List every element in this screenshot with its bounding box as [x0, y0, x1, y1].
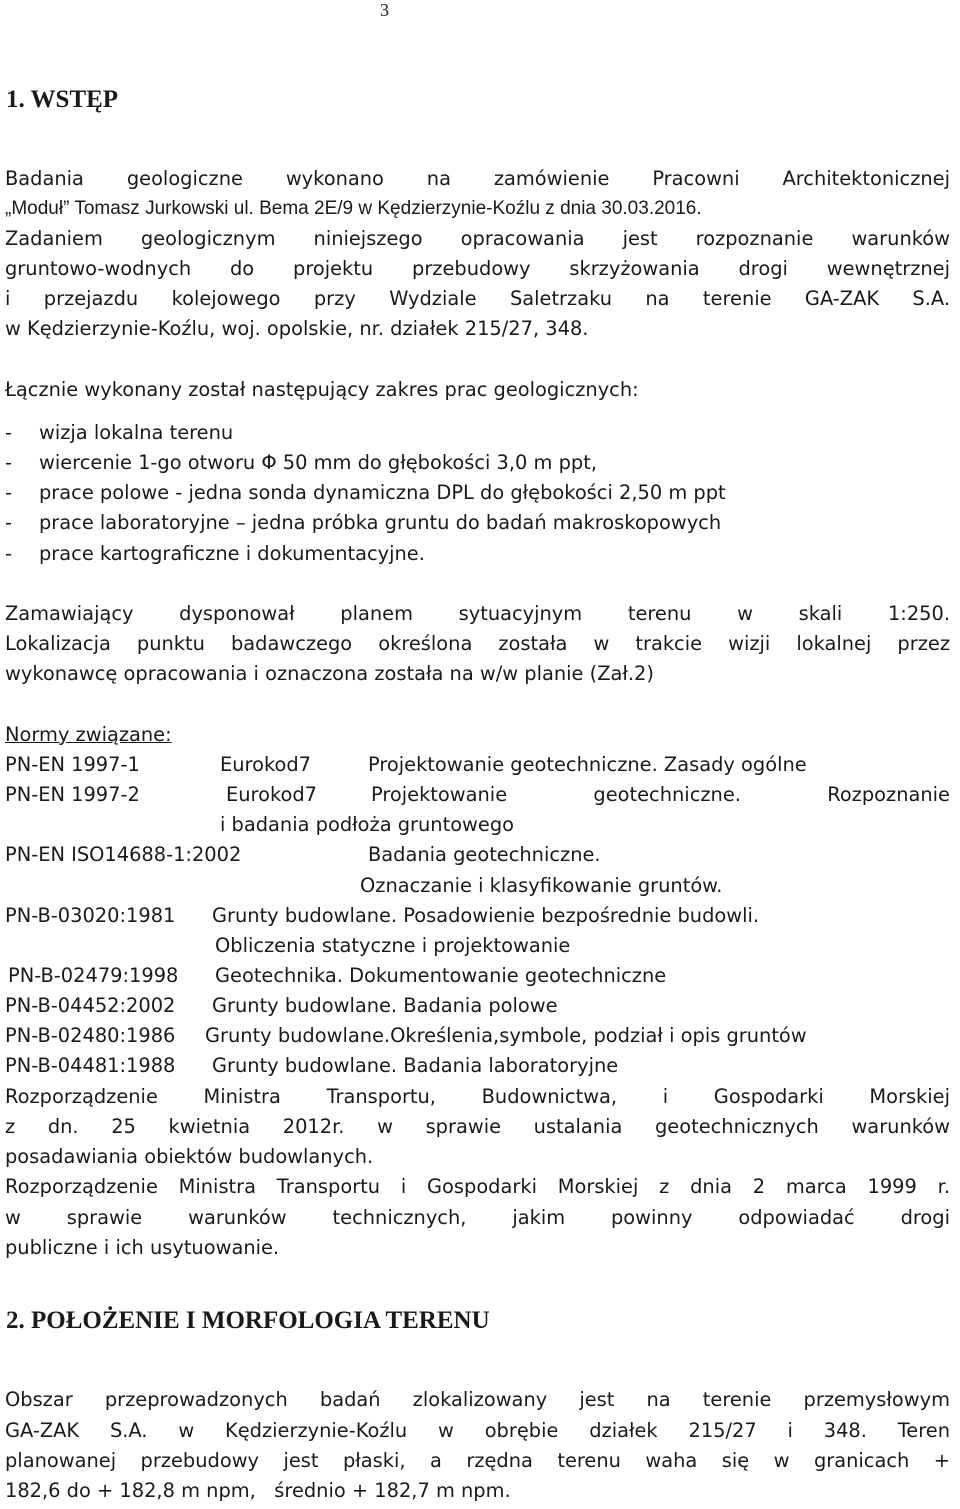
section-2-line: 182,6 do + 182,8 m npm, średnio + 182,7 m npm.: [5, 1479, 511, 1502]
section-2-line: GA-ZAK S.A. w Kędzierzynie-Koźlu w obrębie działek 215/27 i 348. Teren: [5, 1419, 950, 1442]
norm-title: Oznaczanie i klasyfikowanie gruntów.: [360, 874, 723, 897]
regulation-line: w sprawie warunków technicznych, jakim powinny odpowiadać drogi: [5, 1206, 950, 1229]
scope-intro: Łącznie wykonany został następujący zakres prac geologicznych:: [5, 378, 639, 401]
regulation-line: posadawiania obiektów budowlanych.: [5, 1145, 374, 1168]
regulation-line: publiczne i ich usytuowanie.: [5, 1236, 280, 1259]
section-2-heading: 2. POŁOŻENIE I MORFOLOGIA TERENU: [6, 1307, 490, 1334]
scope-item: - prace polowe - jedna sonda dynamiczna DPL do głębokości 2,50 m ppt: [5, 481, 726, 504]
norm-title: Grunty budowlane. Posadowienie bezpośrednie budowli.: [212, 904, 760, 927]
norm-code: PN-EN ISO14688-1:2002: [5, 843, 242, 866]
section-1-heading: 1. WSTĘP: [6, 86, 119, 113]
norm-title: Geotechnika. Dokumentowanie geotechniczne: [215, 964, 667, 987]
regulation-line: Rozporządzenie Ministra Transportu, Budownictwa, i Gospodarki Morskiej: [5, 1085, 950, 1108]
intro-line: i przejazdu kolejowego przy Wydziale Saletrzaku na terenie GA-ZAK S.A.: [5, 287, 950, 310]
intro-line: gruntowo-wodnych do projektu przebudowy skrzyżowania drogi wewnętrznej: [5, 257, 950, 280]
scope-item: - prace kartograficzne i dokumentacyjne.: [5, 542, 425, 565]
intro-line: Zadaniem geologicznym niniejszego opracowania jest rozpoznanie warunków: [5, 227, 950, 250]
norm-title: Badania geotechniczne.: [368, 843, 601, 866]
norm-title: Projektowanie geotechniczne. Rozpoznanie: [371, 783, 950, 806]
intro-line: Badania geologiczne wykonano na zamówienie Pracowni Architektonicznej: [5, 167, 950, 190]
norm-code: PN-B-04481:1988: [5, 1054, 176, 1077]
norm-title: Grunty budowlane. Badania polowe: [212, 994, 558, 1017]
page-number: 3: [380, 0, 389, 20]
norm-code: PN-B-03020:1981: [5, 904, 176, 927]
norm-title: Grunty budowlane.Określenia,symbole, podział i opis gruntów: [205, 1024, 807, 1047]
intro-line: w Kędzierzynie-Koźlu, woj. opolskie, nr. działek 215/27, 348.: [5, 317, 589, 340]
norm-title: Projektowanie geotechniczne. Zasady ogólne: [368, 753, 807, 776]
section-2-line: Obszar przeprowadzonych badań zlokalizowany jest na terenie przemysłowym: [5, 1388, 950, 1411]
scope-item: - wiercenie 1-go otworu Φ 50 mm do głębokości 3,0 m ppt,: [5, 451, 597, 474]
norms-heading: Normy związane:: [5, 723, 172, 746]
plan-line: Lokalizacja punktu badawczego określona została w trakcie wizji lokalnej przez: [5, 632, 950, 655]
norm-title: Grunty budowlane. Badania laboratoryjne: [212, 1054, 619, 1077]
norm-title: i badania podłoża gruntowego: [220, 813, 515, 836]
norm-title: Obliczenia statyczne i projektowanie: [215, 934, 571, 957]
norm-code: PN-B-02479:1998: [8, 964, 179, 987]
intro-line: „Moduł” Tomasz Jurkowski ul. Bema 2E/9 w Kędzierzynie-Koźlu z dnia 30.03.2016.: [5, 198, 702, 219]
regulation-line: Rozporządzenie Ministra Transportu i Gospodarki Morskiej z dnia 2 marca 1999 r.: [5, 1175, 950, 1198]
norm-code: PN-B-02480:1986: [5, 1024, 176, 1047]
norm-eurocode: Eurokod7: [220, 753, 311, 776]
norm-eurocode: Eurokod7: [226, 783, 317, 806]
norm-code: PN-EN 1997-2: [5, 783, 140, 806]
scope-item: - prace laboratoryjne – jedna próbka gruntu do badań makroskopowych: [5, 511, 722, 534]
section-2-line: planowanej przebudowy jest płaski, a rzędna terenu waha się w granicach +: [5, 1449, 950, 1472]
plan-line: Zamawiający dysponował planem sytuacyjnym terenu w skali 1:250.: [5, 602, 950, 625]
regulation-line: z dn. 25 kwietnia 2012r. w sprawie ustalania geotechnicznych warunków: [5, 1115, 950, 1138]
norm-code: PN-B-04452:2002: [5, 994, 176, 1017]
plan-line: wykonawcę opracowania i oznaczona została na w/w planie (Zał.2): [5, 662, 654, 685]
scope-item: - wizja lokalna terenu: [5, 421, 234, 444]
norm-code: PN-EN 1997-1: [5, 753, 140, 776]
